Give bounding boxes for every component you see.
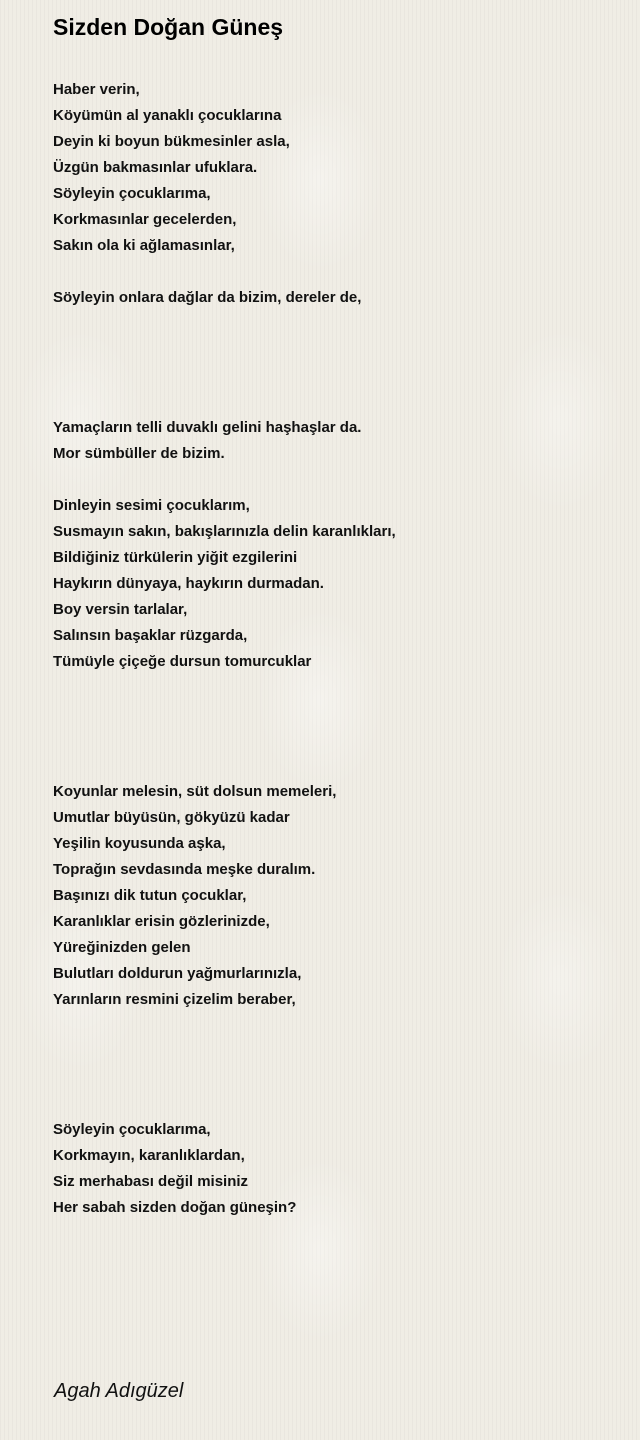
poem-line: Yarınların resmini çizelim beraber, (53, 991, 296, 1008)
poem-body (53, 77, 613, 1221)
poem-line: Köyümün al yanaklı çocuklarına (53, 107, 282, 124)
poem-line: Bulutları doldurun yağmurlarınızla, (53, 965, 302, 982)
poem-line: Söyleyin çocuklarıma, (53, 185, 211, 202)
stanza (53, 285, 613, 311)
poem-line: Söyleyin onlara dağlar da bizim, dereler de, (53, 289, 362, 306)
stanza (53, 779, 613, 1013)
poem-line: Siz merhabası değil misiniz (53, 1173, 249, 1190)
poem-line: Susmayın sakın, bakışlarınızla delin karanlıkları, (53, 523, 396, 540)
poem-line: Yeşilin koyusunda aşka, (53, 835, 226, 852)
poem-line: Üzgün bakmasınlar ufuklara. (53, 159, 258, 176)
poem-line: Her sabah sizden doğan güneşin? (53, 1199, 297, 1216)
poem-line: Toprağın sevdasında meşke duralım. (53, 861, 316, 878)
poem-line: Tümüyle çiçeğe dursun tomurcuklar (53, 653, 312, 670)
poem-line: Umutlar büyüsün, gökyüzü kadar (53, 809, 290, 826)
poem-line: Mor sümbüller de bizim. (53, 445, 225, 462)
poem-line: Deyin ki boyun bükmesinler asla, (53, 133, 290, 150)
poem-line: Haykırın dünyaya, haykırın durmadan. (53, 575, 324, 592)
stanza (53, 77, 613, 259)
poem-line: Haber verin, (53, 81, 140, 98)
poem-author: Agah Adıgüzel (54, 1380, 184, 1402)
poem-line: Yamaçların telli duvaklı gelini haşhaşlar da. (53, 419, 362, 436)
stanza (53, 415, 613, 467)
poem-line: Korkmasınlar gecelerden, (53, 211, 237, 228)
poem-line: Başınızı dik tutun çocuklar, (53, 887, 247, 904)
poem-line: Söyleyin çocuklarıma, (53, 1121, 211, 1138)
poem-line: Boy versin tarlalar, (53, 601, 188, 618)
poem-line: Bildiğiniz türkülerin yiğit ezgilerini (53, 549, 298, 566)
poem-line: Karanlıklar erisin gözlerinizde, (53, 913, 270, 930)
poem-line: Dinleyin sesimi çocuklarım, (53, 497, 250, 514)
stanza (53, 493, 613, 675)
poem-line: Sakın ola ki ağlamasınlar, (53, 237, 235, 254)
poem-line: Salınsın başaklar rüzgarda, (53, 627, 248, 644)
poem-line: Korkmayın, karanlıklardan, (53, 1147, 245, 1164)
poem-title: Sizden Doğan Güneş (53, 14, 284, 40)
poem-line: Koyunlar melesin, süt dolsun memeleri, (53, 783, 337, 800)
stanza (53, 1117, 613, 1221)
poem-line: Yüreğinizden gelen (53, 939, 191, 956)
